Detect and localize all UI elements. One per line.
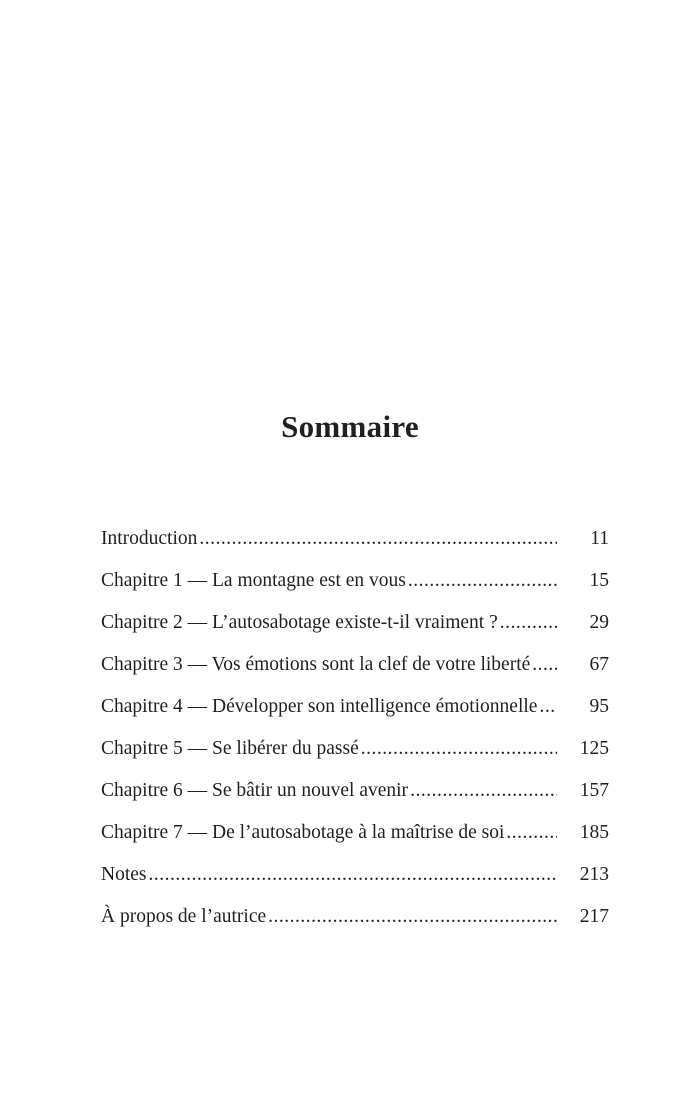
toc-entry-chapter-3 (101, 654, 609, 696)
toc-entry-page: 67 (589, 654, 609, 675)
toc-entry-introduction (101, 528, 609, 570)
toc-entry-label: Chapitre 3 — Vos émotions sont la clef de votre liberté (101, 654, 531, 675)
toc-entry-chapter-2 (101, 612, 609, 654)
toc-entry-chapter-1 (101, 570, 609, 612)
toc-entry-label: Chapitre 6 — Se bâtir un nouvel avenir (101, 780, 409, 801)
dot-leader (408, 570, 557, 592)
toc-entry-label: Chapitre 1 — La montagne est en vous (101, 570, 406, 591)
dot-leader (410, 780, 557, 802)
toc-entry-label: Introduction (101, 528, 198, 549)
dot-leader (199, 528, 557, 550)
toc-entry-label: Chapitre 7 — De l’autosabotage à la maîtrise de soi (101, 822, 505, 843)
toc-entry-chapter-7 (101, 822, 609, 864)
table-of-contents (101, 528, 609, 948)
toc-entry-page: 11 (590, 528, 609, 549)
dot-leader (500, 612, 557, 634)
toc-entry-page: 95 (589, 696, 609, 717)
dot-leader (506, 822, 557, 844)
toc-entry-chapter-4 (101, 696, 609, 738)
dot-leader (361, 738, 557, 760)
dot-leader (268, 906, 557, 928)
toc-entry-page: 29 (589, 612, 609, 633)
toc-entry-label: Chapitre 2 — L’autosabotage existe-t-il vraiment ? (101, 612, 498, 633)
toc-entry-label: Notes (101, 864, 147, 885)
toc-entry-page: 213 (579, 864, 609, 885)
toc-entry-about-author (101, 906, 609, 948)
toc-entry-label: À propos de l’autrice (101, 906, 267, 927)
dot-leader (539, 696, 557, 718)
page-title: Sommaire (281, 408, 419, 444)
dot-leader (149, 864, 558, 886)
toc-entry-page: 157 (579, 780, 609, 801)
toc-entry-chapter-5 (101, 738, 609, 780)
toc-entry-label: Chapitre 5 — Se libérer du passé (101, 738, 359, 759)
toc-entry-page: 217 (579, 906, 609, 927)
toc-entry-chapter-6 (101, 780, 609, 822)
toc-entry-notes (101, 864, 609, 906)
dot-leader (532, 654, 557, 676)
toc-entry-page: 185 (579, 822, 609, 843)
toc-entry-page: 125 (579, 738, 609, 759)
toc-entry-label: Chapitre 4 — Développer son intelligence émotionnelle (101, 696, 538, 717)
toc-entry-page: 15 (589, 570, 609, 591)
